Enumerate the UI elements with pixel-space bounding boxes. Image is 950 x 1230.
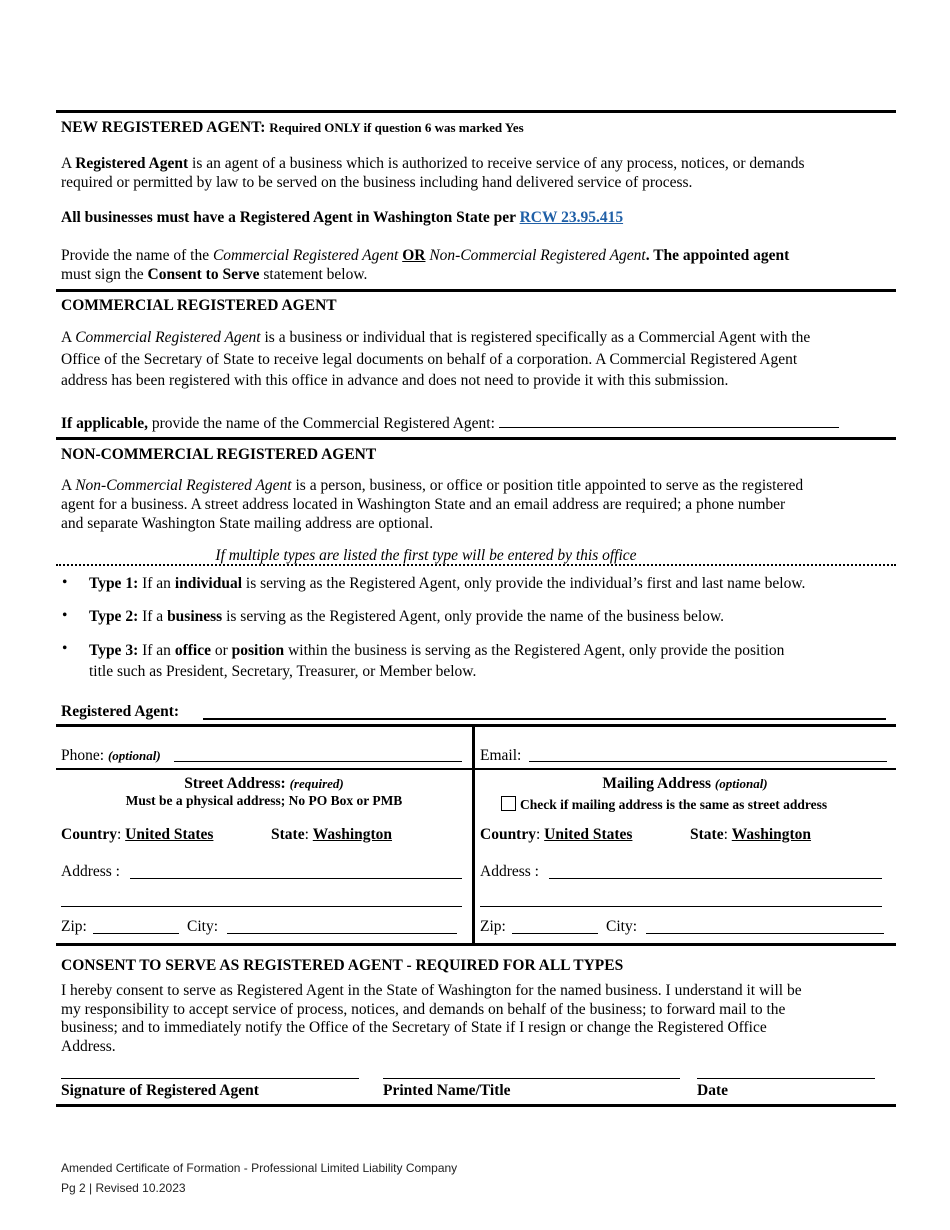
type2-label: Type 2: [89, 608, 139, 625]
commercial-text: address has been registered with this office in advance and does not need to provide it with this submission. [61, 372, 729, 389]
footer-title: Amended Certificate of Formation - Professional Limited Liability Company [61, 1161, 458, 1175]
provide-text: statement below. [259, 266, 368, 283]
mailing-city-label: City: [606, 918, 638, 935]
noncommercial-description [61, 476, 896, 533]
intro-text: is an agent of a business which is authorized to receive service of any process, notices, or demands [188, 155, 805, 172]
type1-label: Type 1: [89, 575, 139, 592]
commercial-agent-field[interactable] [499, 413, 839, 428]
phone-label: Phone: [61, 747, 108, 764]
phone-optional: (optional) [107, 748, 161, 763]
street-zip-label: Zip: [61, 918, 87, 935]
type1-term: individual [174, 575, 243, 592]
intro-text: A [61, 155, 76, 172]
email-row [480, 746, 521, 765]
consent-heading: CONSENT TO SERVE AS REGISTERED AGENT - REQUIRED FOR ALL TYPES [61, 957, 624, 974]
mailing-title: Mailing Address [602, 775, 715, 792]
type3-text: or [210, 642, 232, 659]
type2-item [89, 607, 724, 626]
signature-field[interactable] [61, 1078, 359, 1079]
state-label: State [690, 826, 724, 843]
country-label: Country [480, 826, 536, 843]
provide-term: Consent to Serve [147, 266, 260, 283]
header-title: NEW REGISTERED AGENT: [61, 119, 266, 136]
type1-text: is serving as the Registered Agent, only provide the individual’s first and last name below. [242, 575, 806, 592]
state-value: Washington [731, 826, 812, 843]
mailing-country-row: Country: United States [480, 826, 633, 843]
mailing-same-label: Check if mailing address is the same as street address [520, 797, 828, 812]
type1-item [89, 574, 805, 593]
date-field[interactable] [697, 1078, 875, 1079]
commercial-text: Office of the Secretary of State to receive legal documents on behalf of a corporation. A Commercial Registered Agent [61, 350, 798, 368]
mailing-same-checkbox-row[interactable] [501, 796, 827, 813]
noncommercial-text: agent for a business. A street address located in Washington State and an email address are required; a phone number [61, 496, 786, 513]
provide-or: OR [402, 247, 426, 264]
provide-text: must sign the [61, 266, 148, 283]
commercial-heading: COMMERCIAL REGISTERED AGENT [61, 297, 337, 314]
bottom-rule [56, 1104, 896, 1107]
table-top-rule [56, 724, 896, 727]
consent-text: Address. [61, 1037, 116, 1055]
provide-paragraph [61, 246, 896, 284]
street-city-field[interactable] [227, 933, 457, 934]
header-subtitle: Required ONLY if question 6 was marked Yes [269, 120, 524, 135]
phone-row [61, 746, 161, 765]
mailing-same-checkbox[interactable] [501, 796, 516, 811]
noncommercial-text: is a person, business, or office or position title appointed to serve as the registered [291, 477, 804, 494]
street-required: (required) [289, 776, 344, 791]
commercial-text: is a business or individual that is registered specifically as a Commercial Agent with the [260, 329, 811, 346]
commercial-rule [56, 289, 896, 292]
provide-text: . The appointed agent [645, 247, 790, 264]
section-header [61, 118, 524, 137]
bullet-icon: • [62, 607, 68, 624]
type3-text: title such as President, Secretary, Treasurer, or Member below. [89, 663, 477, 680]
table-row-rule [56, 768, 896, 770]
phone-field[interactable] [174, 761, 462, 762]
type3-text: If an [138, 642, 175, 659]
consent-text: I hereby consent to serve as Registered Agent in the State of Washington for the named business. I understand it will be [61, 982, 802, 999]
type3-text: within the business is serving as the Registered Agent, only provide the position [284, 642, 785, 659]
mailing-address-label: Address : [480, 863, 539, 880]
registered-agent-row [61, 702, 179, 721]
intro-text: required or permitted by law to be served on the business including hand delivered service of process. [61, 174, 693, 191]
street-country-row: Country: United States [61, 826, 214, 843]
footer-page: Pg 2 | Revised 10.2023 [61, 1181, 186, 1195]
state-label: State [271, 826, 305, 843]
consent-text: business; and to immediately notify the Office of the Secretary of State if I resign or change the Registered Office [61, 1019, 767, 1036]
commercial-agent-row [61, 413, 839, 433]
multiple-types-note: If multiple types are listed the first type will be entered by this office [215, 547, 637, 564]
type2-text: If a [138, 608, 168, 625]
country-value: United States [544, 826, 633, 843]
consent-text: my responsibility to accept service of process, notices, and demands on behalf of the business; to forward mail to the [61, 1000, 786, 1018]
commercial-description [61, 327, 896, 392]
noncommercial-term: Non-Commercial Registered Agent [75, 477, 292, 494]
intro-term: Registered Agent [75, 155, 189, 172]
bullet-icon: • [62, 640, 68, 657]
mailing-zip-field[interactable] [512, 933, 598, 934]
mailing-city-field[interactable] [646, 933, 884, 934]
mailing-state-row: State: Washington [690, 826, 812, 843]
type1-text: If an [138, 575, 175, 592]
street-address-line2-field[interactable] [61, 906, 462, 907]
email-field[interactable] [529, 761, 887, 762]
street-state-row: State: Washington [271, 826, 393, 843]
applicable-label: If applicable, [61, 415, 148, 432]
street-city-label: City: [187, 918, 219, 935]
bullet-icon: • [62, 574, 68, 591]
rcw-link[interactable]: RCW 23.95.415 [519, 209, 624, 226]
dotted-divider [56, 564, 896, 566]
printed-name-label: Printed Name/Title [383, 1082, 511, 1099]
type2-text: is serving as the Registered Agent, only provide the name of the business below. [222, 608, 725, 625]
country-label: Country [61, 826, 117, 843]
rcw-text: All businesses must have a Registered Agent in Washington State per [61, 209, 520, 226]
mailing-address-field[interactable] [549, 878, 882, 879]
noncommercial-heading: NON-COMMERCIAL REGISTERED AGENT [61, 446, 377, 463]
type3-term: position [231, 642, 285, 659]
table-bottom-rule [56, 943, 896, 946]
consent-paragraph [61, 982, 896, 1056]
rcw-statement [61, 208, 623, 227]
type3-label: Type 3: [89, 642, 139, 659]
email-label: Email: [480, 747, 522, 764]
registered-agent-label: Registered Agent: [61, 703, 180, 720]
street-address-label: Address : [61, 863, 120, 880]
top-rule [56, 110, 896, 113]
table-divider [472, 727, 475, 945]
signature-label: Signature of Registered Agent [61, 1082, 259, 1099]
street-zip-field[interactable] [93, 933, 179, 934]
noncommercial-text: and separate Washington State mailing address are optional. [61, 515, 434, 532]
commercial-term: Commercial Registered Agent [75, 329, 261, 346]
mailing-address-line2-field[interactable] [480, 906, 882, 907]
printed-name-field[interactable] [383, 1078, 680, 1079]
type3-item [89, 640, 894, 682]
registered-agent-field[interactable] [203, 718, 886, 720]
type2-term: business [167, 608, 223, 625]
country-value: United States [125, 826, 214, 843]
mailing-address-title [475, 774, 895, 793]
street-address-field[interactable] [130, 878, 462, 879]
mailing-zip-label: Zip: [480, 918, 506, 935]
type3-term: office [174, 642, 211, 659]
provide-term: Commercial Registered Agent [212, 247, 399, 264]
commercial-agent-label: provide the name of the Commercial Registered Agent: [147, 415, 499, 432]
street-title: Street Address: [184, 775, 290, 792]
state-value: Washington [312, 826, 393, 843]
commercial-text: A [61, 329, 76, 346]
noncommercial-text: A [61, 477, 76, 494]
noncommercial-rule [56, 437, 896, 440]
intro-paragraph [61, 154, 896, 192]
mailing-optional: (optional) [714, 776, 768, 791]
provide-term: Non-Commercial Registered Agent [429, 247, 646, 264]
street-address-title [56, 774, 472, 793]
street-address-subtitle: Must be a physical address; No PO Box or PMB [125, 793, 403, 808]
provide-text: Provide the name of the [61, 247, 213, 264]
date-label: Date [697, 1082, 728, 1099]
